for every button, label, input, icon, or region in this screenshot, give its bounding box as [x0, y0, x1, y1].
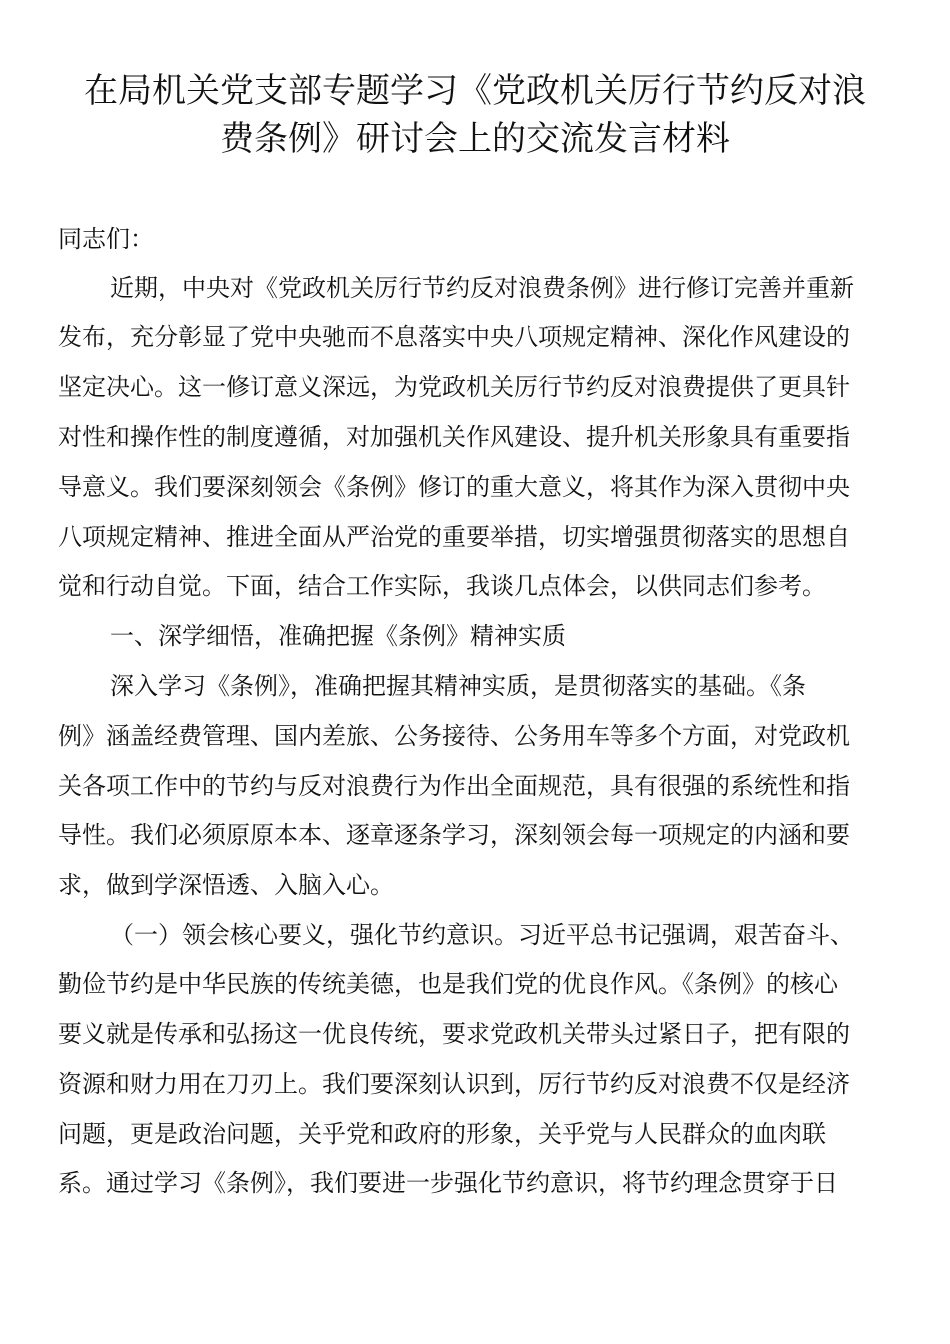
paragraph-line: 例》涵盖经费管理、国内差旅、公务接待、公务用车等多个方面，对党政机: [58, 722, 850, 750]
paragraph-line: 对性和操作性的制度遵循，对加强机关作风建设、提升机关形象具有重要指: [58, 423, 850, 451]
paragraph-line: 发布，充分彰显了党中央驰而不息落实中央八项规定精神、深化作风建设的: [58, 323, 850, 351]
paragraph-line: 要义就是传承和弘扬这一优良传统，要求党政机关带头过紧日子，把有限的: [58, 1020, 850, 1048]
salutation: 同志们：: [58, 225, 154, 253]
paragraph-line: 资源和财力用在刀刃上。我们要深刻认识到，厉行节约反对浪费不仅是经济: [58, 1070, 850, 1098]
document-title-line-1: 在局机关党支部专题学习《党政机关厉行节约反对浪: [84, 71, 866, 111]
paragraph-line: 求，做到学深悟透、入脑入心。: [58, 871, 394, 899]
paragraph-line: 问题，更是政治问题，关乎党和政府的形象，关乎党与人民群众的血肉联: [58, 1120, 826, 1148]
paragraph-line: 八项规定精神、推进全面从严治党的重要举措，切实增强贯彻落实的思想自: [58, 523, 850, 551]
paragraph-line: 勤俭节约是中华民族的传统美德，也是我们党的优良作风。《条例》的核心: [58, 970, 838, 998]
paragraph-line: 坚定决心。这一修订意义深远，为党政机关厉行节约反对浪费提供了更具针: [58, 373, 850, 401]
paragraph-line: 近期，中央对《党政机关厉行节约反对浪费条例》进行修订完善并重新: [110, 274, 854, 302]
paragraph-line: 系。通过学习《条例》，我们要进一步强化节约意识，将节约理念贯穿于日: [58, 1169, 838, 1197]
subsection-line: （一）领会核心要义，强化节约意识。习近平总书记强调，艰苦奋斗、: [110, 921, 854, 949]
section-heading: 一、深学细悟，准确把握《条例》精神实质: [110, 622, 566, 650]
paragraph-line: 导意义。我们要深刻领会《条例》修订的重大意义，将其作为深入贯彻中央: [58, 473, 850, 501]
paragraph-line: 导性。我们必须原原本本、逐章逐条学习，深刻领会每一项规定的内涵和要: [58, 821, 850, 849]
document-title-line-2: 费条例》研讨会上的交流发言材料: [220, 119, 730, 159]
paragraph-line: 觉和行动自觉。下面，结合工作实际，我谈几点体会，以供同志们参考。: [58, 572, 826, 600]
paragraph-line: 关各项工作中的节约与反对浪费行为作出全面规范，具有很强的系统性和指: [58, 772, 850, 800]
paragraph-line: 深入学习《条例》，准确把握其精神实质，是贯彻落实的基础。《条: [110, 672, 806, 700]
